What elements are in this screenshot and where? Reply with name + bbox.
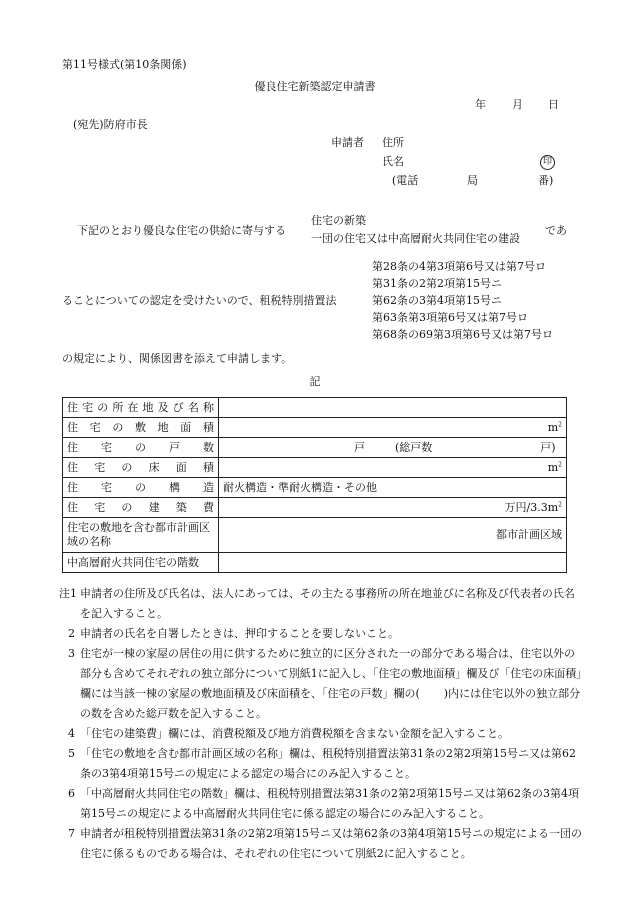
article-item: 第63条第3項第6号又は第7号ロ	[372, 311, 528, 324]
note-number: 注1	[59, 587, 77, 600]
table-row	[63, 518, 567, 553]
row-label	[63, 418, 219, 438]
row-label	[63, 478, 219, 498]
date-day-label: 日	[548, 98, 559, 111]
note-text: )内には住宅以外の独立部分の数を含めた総戸数を記入すること。	[80, 687, 581, 720]
note-text: 「中高層耐火共同住宅の階数」欄は、租税特別措置法第31条の2第2項第15号ニ又は第62条の3第4項第15号ニの規定による中高層耐火共同住宅に係る認定の場合にのみ記入すること。	[80, 787, 579, 820]
body-line1-prefix: 下記のとおり優良な住宅の供給に寄与する	[77, 224, 286, 237]
unit-label: 戸	[354, 440, 365, 454]
spaced-label: 住 宅 の 戸 数	[67, 440, 214, 454]
construction-cost-field[interactable]	[219, 498, 567, 518]
note-text: 住宅が一棟の家屋の居住の用に供するために独立的に区分された一の部分である場合は、住宅以外の部分も含めてそれぞれの独立部分について別紙1に記入し、「住宅の敷地面積」欄及び「住宅の床面積」欄には当該一棟の家屋の敷地面積及び床面積を、「住宅の戸数」欄の(	[80, 647, 582, 700]
document-title: 優良住宅新築認定申請書	[254, 80, 376, 93]
date-month-label: 月	[512, 98, 523, 111]
row-label: 中高層耐火共同住宅の階数	[63, 553, 219, 573]
phone-number-label: 番)	[538, 174, 554, 187]
floors-field[interactable]	[219, 553, 567, 573]
note-number: 7	[68, 827, 75, 840]
unit-superscript: 2	[558, 460, 562, 468]
note-number: 4	[68, 727, 75, 740]
floor-area-field[interactable]	[219, 458, 567, 478]
row-label	[63, 458, 219, 478]
note-number: 3	[68, 647, 75, 660]
unit-label: m	[547, 420, 559, 434]
note-text: 「住宅の建築費」欄には、消費税額及び地方消費税額を含まない金額を記入すること。	[80, 727, 509, 740]
unit-label: 都市計画区域	[496, 528, 562, 542]
body-line1-suffix: であ	[545, 224, 567, 237]
note-text: 申請者の氏名を自署したときは、押印することを要しないこと。	[80, 627, 399, 640]
city-planning-area-field[interactable]	[219, 518, 567, 553]
table-row	[63, 458, 567, 478]
note-number: 2	[68, 627, 75, 640]
location-field[interactable]	[219, 398, 567, 418]
unit-superscript: 2	[558, 500, 562, 508]
phone-label: (電話	[392, 174, 419, 187]
note-item	[62, 744, 582, 784]
spaced-label: 住 宅 の 所 在 地 及 び 名 称	[67, 400, 214, 414]
note-item	[62, 784, 582, 824]
note-item	[62, 644, 582, 724]
date-year-label: 年	[475, 98, 486, 111]
note-number: 5	[68, 747, 75, 760]
note-text: 申請者の住所及び氏名は、法人にあっては、その主たる事務所の所在地並びに名称及び代表者の氏名を記入すること。	[80, 587, 575, 620]
total-units-close: 戸)	[540, 440, 556, 454]
table-row	[63, 478, 567, 498]
note-item	[59, 584, 582, 624]
name-label: 氏名	[382, 155, 404, 168]
article-item: 第62条の3第4項第15号ニ	[372, 294, 502, 307]
note-text: 「住宅の敷地を含む都市計画区域の名称」欄は、租税特別措置法第31条の2第2項第15号ニ又は第62条の3第4項第15号ニの規定による認定の場合にのみ記入すること。	[80, 747, 576, 780]
structure-field[interactable]: 耐火構造・準耐火構造・その他	[219, 478, 567, 498]
body-line2-prefix: ることについての認定を受けたいので、租税特別措置法	[62, 294, 337, 307]
article-item: 第31条の2第2項第15号ニ	[372, 277, 502, 290]
form-number: 第11号様式(第10条関係)	[62, 58, 187, 71]
note-item	[62, 624, 582, 644]
article-item: 第28条の4第3項第6号又は第7号ロ	[372, 260, 546, 273]
note-item	[62, 724, 582, 744]
unit-superscript: 2	[558, 420, 562, 428]
spaced-label: 住 宅 の 建 築 費	[67, 500, 214, 514]
address-label: 住所	[382, 136, 404, 149]
phone-exchange-label: 局	[467, 174, 478, 187]
spaced-label: 住 宅 の 床 面 積	[67, 460, 214, 474]
note-item	[62, 824, 582, 864]
unit-label: m	[547, 460, 559, 474]
body-line3: の規定により、関係図書を添えて申請します。	[62, 352, 293, 365]
addressee: (宛先)防府市長	[73, 118, 148, 131]
table-row	[63, 553, 567, 573]
article-item: 第68条の69第3項第6号又は第7号ロ	[372, 328, 553, 341]
note-number: 6	[68, 787, 75, 800]
ki-heading: 記	[309, 375, 321, 388]
table-row	[63, 418, 567, 438]
notes-section	[59, 584, 582, 864]
applicant-label: 申請者	[331, 136, 364, 149]
note-text: 申請者が租税特別措置法第31条の2第2項第15号ニ又は第62条の3第4項第15号ニの規定による一団の住宅に係るものである場合は、それぞれの住宅について別紙2に記入すること。	[80, 827, 582, 860]
row-label	[63, 498, 219, 518]
option-group-housing: 一団の住宅又は中高層耐火共同住宅の建設	[311, 232, 520, 245]
site-area-field[interactable]	[219, 418, 567, 438]
seal-icon: 印	[540, 155, 555, 170]
spaced-label: 住 宅 の 敷 地 面 積	[67, 420, 214, 434]
spaced-label: 住 宅 の 構 造	[67, 480, 214, 494]
table-row	[63, 438, 567, 458]
table-row	[63, 498, 567, 518]
row-label: 住宅の敷地を含む都市計画区域の名称	[63, 518, 219, 553]
seal-mark	[540, 154, 555, 170]
row-label	[63, 398, 219, 418]
unit-label: 万円/3.3m	[504, 500, 559, 514]
table-row	[63, 398, 567, 418]
application-table	[62, 397, 567, 573]
option-new-construction: 住宅の新築	[311, 214, 366, 227]
total-units-open: (総戸数	[395, 440, 433, 454]
row-label	[63, 438, 219, 458]
units-count-field[interactable]	[219, 438, 567, 458]
